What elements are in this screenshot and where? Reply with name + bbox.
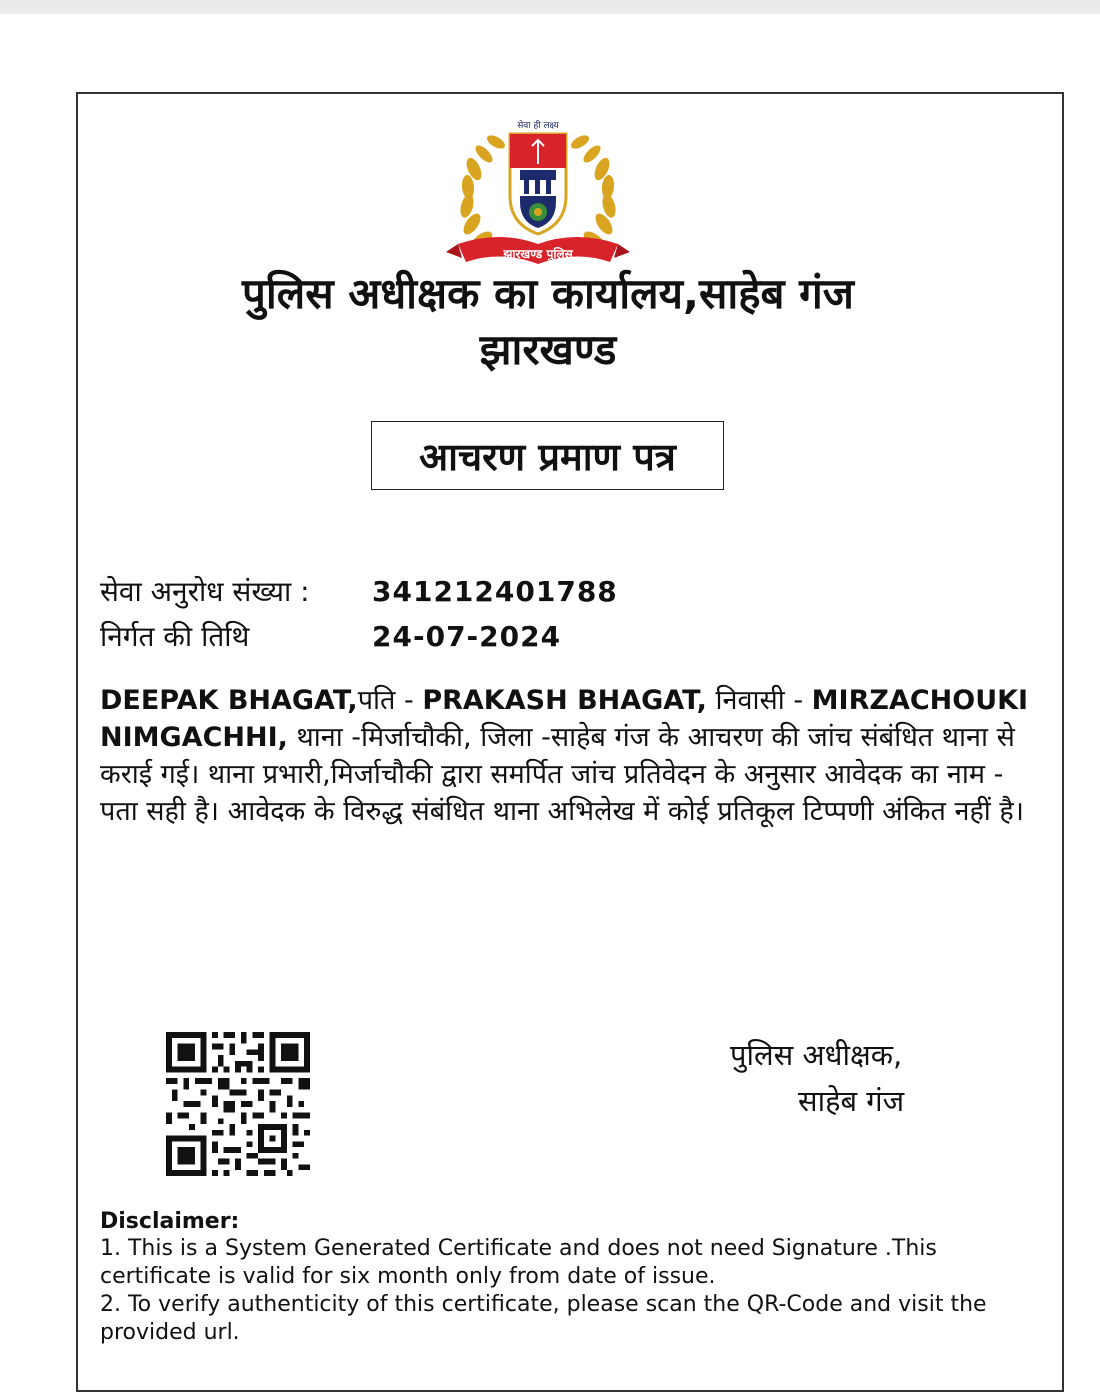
service-request-label: सेवा अनुरोध संख्या : — [100, 575, 310, 608]
issue-date-label: निर्गत की तिथि — [100, 620, 250, 653]
office-title — [76, 266, 1020, 378]
signatory-location: साहेब गंज — [798, 1084, 905, 1118]
office-title-line-1: पुलिस अधीक्षक का कार्यालय,साहेब गंज — [242, 269, 854, 318]
relation-label: पति - — [357, 685, 423, 716]
emblem-motto: सेवा ही लक्ष्य — [517, 121, 559, 131]
service-request-row — [100, 572, 618, 612]
top-strip — [0, 0, 1100, 14]
qr-code-icon[interactable] — [166, 1032, 310, 1176]
emblem-banner-text: झारखण्ड पुलिस — [503, 247, 573, 261]
relation-name: PRAKASH BHAGAT, — [422, 685, 707, 716]
body-statement: थाना -मिर्जाचौकी, जिला -साहेब गंज के आचरण की जांच संबंधित थाना से कराई गई। थाना प्रभारी,मिर्जाचौकी द्वारा समर्पित जांच प्रतिवेदन के अनुसार आवेदक का नाम - पता सही है। आवेदक के विरुद्ध संबंधित थाना अभिलेख में कोई प्रतिकूल टिप्पणी अंकित नहीं है। — [100, 722, 1024, 827]
disclaimer-item-1: 1. This is a System Generated Certificate and does not need Signature .This certificate is valid for six month only from date of issue. — [100, 1236, 937, 1289]
issue-date-row — [100, 617, 561, 657]
jharkhand-police-emblem-icon — [440, 112, 636, 284]
resident-label: निवासी - — [706, 685, 812, 716]
office-title-line-2: झारखण्ड — [479, 325, 617, 374]
issue-date-value: 24-07-2024 — [372, 620, 562, 653]
service-request-number: 341212401788 — [372, 575, 618, 608]
disclaimer-item-2: 2. To verify authenticity of this certificate, please scan the QR-Code and visit the provided url. — [100, 1292, 987, 1345]
applicant-address: MIRZACHOUKI NIMGACHHI, — [100, 685, 1029, 753]
certificate-title: आचरण प्रमाण पत्र — [371, 421, 724, 490]
signatory-designation: पुलिस अधीक्षक, — [730, 1038, 903, 1072]
applicant-name: DEEPAK BHAGAT, — [100, 685, 358, 716]
disclaimer-heading: Disclaimer: — [100, 1209, 240, 1234]
certificate-body — [100, 682, 1030, 830]
